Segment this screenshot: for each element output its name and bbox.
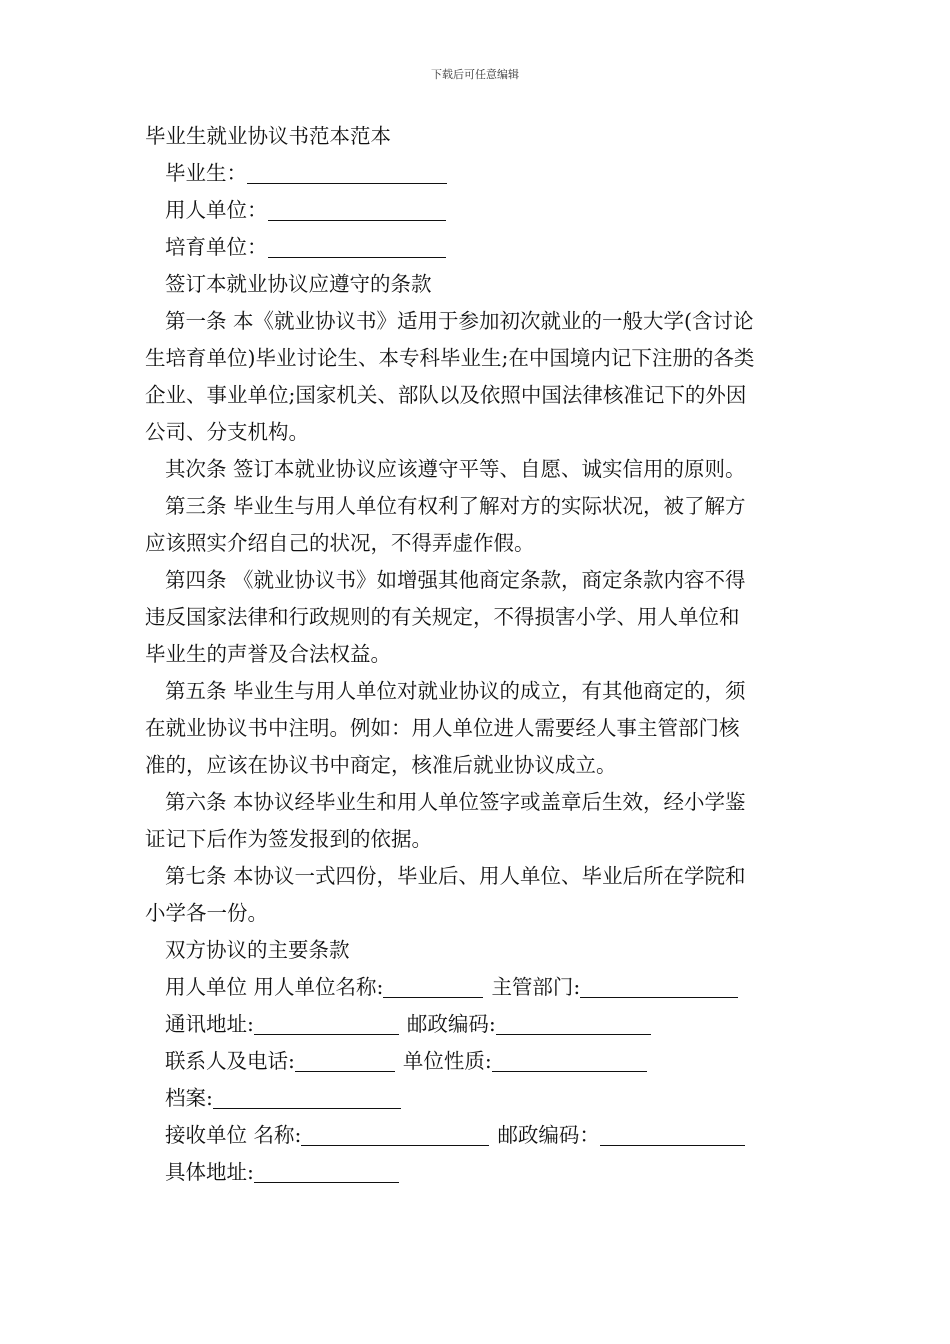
- graduate-field: [145, 155, 810, 192]
- contact-row: [145, 1043, 810, 1080]
- section-title-main-terms: 双方协议的主要条款: [165, 938, 350, 962]
- article-7: [145, 858, 810, 932]
- receiver-postcode-label: 邮政编码：: [497, 1123, 600, 1147]
- article-line: 证记下后作为签发报到的依据。: [145, 827, 432, 851]
- employer-field: [145, 192, 810, 229]
- article-line: 准的，应该在协议书中商定，核准后就业协议成立。: [145, 753, 617, 777]
- employer-name-label: 用人单位 用人单位名称:: [165, 975, 384, 999]
- article-3: [145, 488, 810, 562]
- unit-type-label: 单位性质:: [402, 1049, 492, 1073]
- graduate-label: 毕业生：: [165, 161, 247, 185]
- receiver-name-label: 接收单位 名称:: [165, 1123, 302, 1147]
- training-unit-field: [145, 229, 810, 266]
- article-line: 第一条 本《就业协议书》适用于参加初次就业的一般大学(含讨论: [165, 309, 754, 333]
- postcode-blank[interactable]: [496, 1012, 651, 1035]
- address-blank[interactable]: [254, 1012, 399, 1035]
- specific-address-blank[interactable]: [254, 1160, 399, 1183]
- article-line: 小学各一份。: [145, 901, 268, 925]
- supervisor-blank[interactable]: [580, 975, 738, 998]
- article-line: 生培育单位)毕业讨论生、本专科毕业生;在中国境内记下注册的各类: [145, 346, 755, 370]
- article-line: 在就业协议书中注明。例如：用人单位进人需要经人事主管部门核: [145, 716, 740, 740]
- postcode-label: 邮政编码:: [406, 1012, 496, 1036]
- employer-label: 用人单位：: [165, 198, 268, 222]
- receiver-postcode-blank[interactable]: [600, 1123, 745, 1146]
- archive-row: [145, 1080, 810, 1117]
- employer-name-blank[interactable]: [383, 975, 483, 998]
- article-line: 应该照实介绍自己的状况，不得弄虚作假。: [145, 531, 535, 555]
- document-title: 毕业生就业协议书范本范本: [145, 124, 391, 148]
- article-line: 第三条 毕业生与用人单位有权利了解对方的实际状况，被了解方: [165, 494, 746, 518]
- article-4: [145, 562, 810, 673]
- employer-name-row: [145, 969, 810, 1006]
- employer-blank[interactable]: [268, 198, 446, 221]
- document-body: [145, 118, 810, 1191]
- unit-type-blank[interactable]: [492, 1049, 647, 1072]
- training-unit-blank[interactable]: [268, 235, 446, 258]
- article-5: [145, 673, 810, 784]
- receiver-row: [145, 1117, 810, 1154]
- contact-label: 联系人及电话:: [165, 1049, 295, 1073]
- contact-blank[interactable]: [295, 1049, 395, 1072]
- article-line: 第六条 本协议经毕业生和用人单位签字或盖章后生效，经小学鉴: [165, 790, 746, 814]
- section-title-terms: 签订本就业协议应遵守的条款: [165, 272, 432, 296]
- article-2: [145, 451, 810, 488]
- article-line: 第七条 本协议一式四份，毕业后、用人单位、毕业后所在学院和: [165, 864, 746, 888]
- archive-blank[interactable]: [213, 1086, 401, 1109]
- page-header-note: 下载后可任意编辑: [431, 68, 519, 81]
- address-label: 通讯地址:: [165, 1012, 254, 1036]
- specific-address-row: [145, 1154, 810, 1191]
- article-line: 违反国家法律和行政规则的有关规定，不得损害小学、用人单位和: [145, 605, 740, 629]
- article-line: 企业、事业单位;国家机关、部队以及依照中国法律核准记下的外因: [145, 383, 747, 407]
- article-6: [145, 784, 810, 858]
- article-line: 第四条 《就业协议书》如增强其他商定条款，商定条款内容不得: [165, 568, 746, 592]
- supervisor-label: 主管部门:: [491, 975, 581, 999]
- training-unit-label: 培育单位：: [165, 235, 268, 259]
- address-row: [145, 1006, 810, 1043]
- specific-address-label: 具体地址:: [165, 1160, 254, 1184]
- receiver-name-blank[interactable]: [301, 1123, 489, 1146]
- article-line: 第五条 毕业生与用人单位对就业协议的成立，有其他商定的，须: [165, 679, 746, 703]
- article-line: 公司、分支机构。: [145, 420, 309, 444]
- article-line: 毕业生的声誉及合法权益。: [145, 642, 391, 666]
- article-line: 其次条 签订本就业协议应该遵守平等、自愿、诚实信用的原则。: [165, 457, 746, 481]
- archive-label: 档案:: [165, 1086, 213, 1110]
- article-1: [145, 303, 810, 451]
- graduate-blank[interactable]: [247, 161, 447, 184]
